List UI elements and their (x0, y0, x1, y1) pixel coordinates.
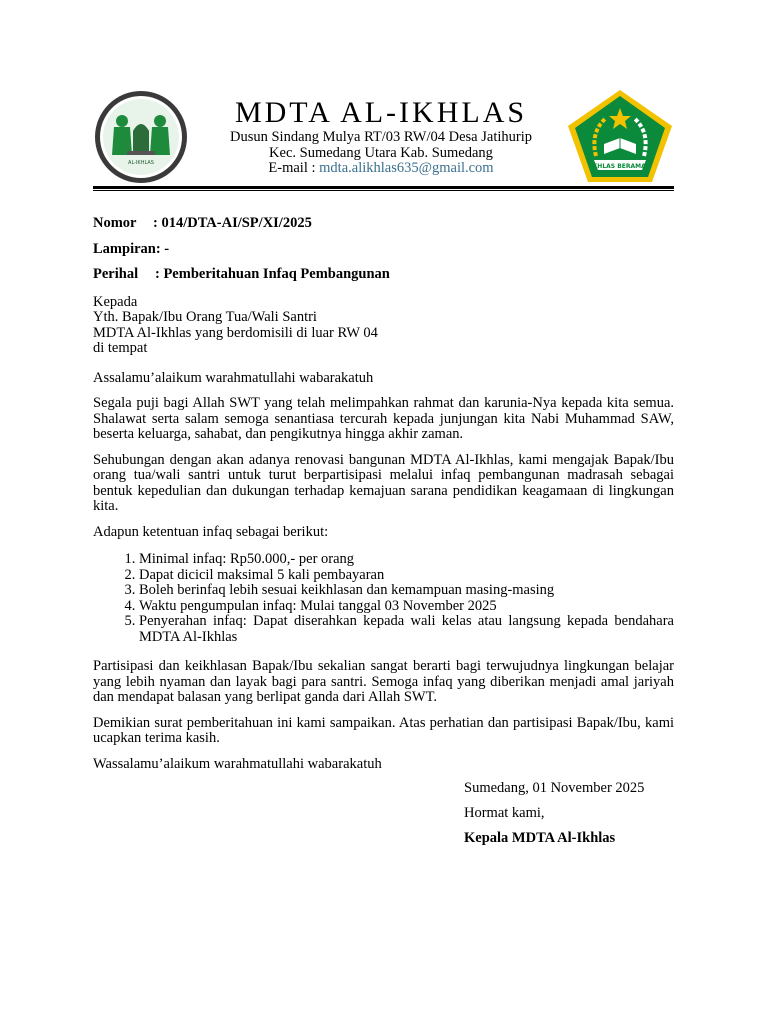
perihal-value: : Pemberitahuan Infaq Pembangunan (155, 266, 390, 282)
right-logo-text: IKHLAS BERAMAL (590, 163, 650, 170)
list-item: 5. Penyerahan infaq: Dapat diserahkan kepada wali kelas atau langsung kepada bendahara MDTA Al-Ikhlas (139, 614, 674, 645)
recipient-line: Kepada (93, 293, 138, 310)
letterhead (93, 88, 674, 188)
list-item: 4. Waktu pengumpulan infaq: Mulai tanggal 03 November 2025 (139, 599, 674, 615)
recipient-line: Yth. Bapak/Ibu Orang Tua/Wali Santri (93, 309, 317, 325)
signature-block (464, 781, 644, 856)
address-line-1: Dusun Sindang Mulya RT/03 RW/04 Desa Jatihurip (229, 129, 532, 145)
list-item: 2. Dapat dicicil maksimal 5 kali pembayaran (139, 568, 674, 584)
header-rule-thin (93, 190, 674, 191)
perihal-label: Perihal (93, 266, 139, 282)
place-date: Sumedang, 01 November 2025 (464, 780, 645, 796)
paragraph-3: Partisipasi dan keikhlasan Bapak/Ibu sekalian sangat berarti bagi terwujudnya lingkungan belajar yang lebih nyaman dan layak bagi para santri. Semoga infaq yang diberikan menjadi amal jariyah dan mendapat balasan yang berlipat ganda dari Allah SWT. (93, 658, 674, 705)
lampiran-line: Lampiran: - (93, 240, 170, 257)
recipient-line: di tempat (93, 340, 148, 356)
email-link[interactable]: mdta.alikhlas635@gmail.com (319, 160, 494, 176)
recipient-line: MDTA Al-Ikhlas yang berdomisili di luar RW 04 (93, 324, 378, 341)
kemenag-logo-icon (566, 88, 674, 184)
signatory-title: Kepala MDTA Al-Ikhlas (464, 830, 616, 846)
infaq-rules-list (93, 552, 674, 645)
nomor-label: Nomor (93, 215, 137, 231)
paragraph-4: Demikian surat pemberitahuan ini kami sampaikan. Atas perhatian dan partisipasi Bapak/Ibu, kami ucapkan terima kasih. (93, 714, 674, 746)
list-item: 1. Minimal infaq: Rp50.000,- per orang (139, 552, 674, 568)
school-logo-icon (93, 91, 189, 183)
paragraph-2: Sehubungan dengan akan adanya renovasi bangunan MDTA Al-Ikhlas, kami mengajak Bapak/Ibu orang tua/wali santri untuk turut berpartisipasi melalui infaq pembangunan madrasah sebagai bentuk kepedulian dan dukungan terhadap kemajuan sarana pendidikan keagamaan di lingkungan kita. (93, 451, 674, 514)
nomor-line (93, 216, 674, 232)
recipient-block (93, 295, 674, 357)
list-item: 3. Boleh berinfaq lebih sesuai keikhlasan dan kemampuan masing-masing (139, 583, 674, 599)
school-name: MDTA AL-IKHLAS (234, 96, 528, 129)
list-intro: Adapun ketentuan infaq sebagai berikut: (93, 523, 329, 540)
address-line-2: Kec. Sumedang Utara Kab. Sumedang (269, 144, 493, 161)
letterhead-text (203, 96, 559, 177)
closing: Wassalamu’alaikum warahmatullahi wabarakatuh (93, 755, 382, 772)
letter-body (93, 216, 674, 782)
regards: Hormat kami, (464, 805, 545, 821)
header-rule-thick (93, 186, 674, 189)
perihal-line (93, 267, 674, 283)
left-logo-text: AL-IKHLAS (128, 160, 154, 166)
paragraph-1: Segala puji bagi Allah SWT yang telah melimpahkan rahmat dan karunia-Nya kepada kita semua. Shalawat serta salam semoga senantiasa tercurah kepada junjungan kita Nabi Muhammad SAW, beserta keluarga, sahabat, dan pengikutnya hingga akhir zaman. (93, 395, 674, 442)
nomor-value: : 014/DTA-AI/SP/XI/2025 (153, 215, 312, 231)
email-label: E-mail : (268, 160, 320, 176)
greeting: Assalamu’alaikum warahmatullahi wabarakatuh (93, 369, 374, 386)
email-line (203, 161, 559, 177)
